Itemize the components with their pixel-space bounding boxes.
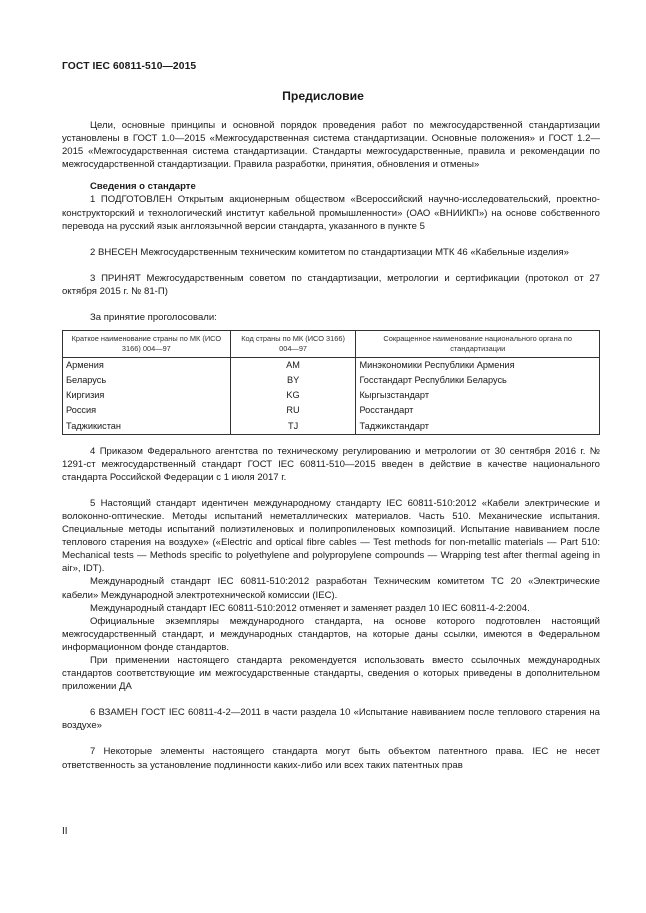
voting-table (62, 330, 600, 434)
table-row (63, 419, 600, 435)
item-1-paragraph: 1 ПОДГОТОВЛЕН Открытым акционерным обществом «Всероссийский научно-исследовательский, проектно-конструкторский и технологический институт кабельной промышленности» (ОАО «ВНИИКП») на основе собственного перевода на русский язык англоязычной версии стандарта, указанного в пункте 5 (62, 194, 600, 232)
code-cell: TJ (230, 419, 356, 435)
item-5-developer-paragraph: Международный стандарт IEC 60811-510:2012 разработан Техническим комитетом ТС 20 «Электрические кабели» Международной электротехнической комиссии (IEC). (62, 576, 600, 601)
table-row (63, 358, 600, 374)
column-header-country: Краткое наименование страны по МК (ИСО 3166) 004—97 (63, 331, 231, 358)
document-body (62, 119, 600, 772)
country-cell: Киргизия (63, 388, 231, 403)
column-header-code: Код страны по МК (ИСО 3166) 004—97 (230, 331, 356, 358)
code-cell: KG (230, 388, 356, 403)
table-row (63, 388, 600, 403)
page-title: Предисловие (282, 89, 364, 103)
section-subheading: Сведения о стандарте (90, 181, 196, 193)
table-row (63, 403, 600, 418)
country-cell: Россия (63, 403, 231, 418)
column-header-body: Сокращенное наименование национального органа по стандартизации (356, 331, 600, 358)
code-cell: BY (230, 373, 356, 388)
document-id-header: ГОСТ IEC 60811-510—2015 (62, 61, 197, 72)
item-2-paragraph: 2 ВНЕСЕН Межгосударственным техническим комитетом по стандартизации МТК 46 «Кабельные изделия» (90, 246, 569, 258)
intro-paragraph: Цели, основные принципы и основной порядок проведения работ по межгосударственной стандартизации установлены в ГОСТ 1.0—2015 «Межгосударственная система стандартизации. Основные положения» и ГОСТ 1.2—2015 «Межгосударственная система стандартизации. Стандарты межгосударственные, правила и рекомендации по межгосударственной стандартизации. Правила разработки, принятия, обновления и отмены» (62, 120, 600, 171)
body-cell: Госстандарт Республики Беларусь (356, 373, 600, 388)
item-5-paragraph: 5 Настоящий стандарт идентичен международному стандарту IEC 60811-510:2012 «Кабели электрические и волоконно-оптические. Методы испытаний неметаллических материалов. Часть 510. Механические испытания. Специальные методы испытаний полиэтиленовых и полипропиленовых композиций. Испытание навиванием после теплового старения на воздухе» («Electric and optical fibre cables — Test methods for non-metallic materials — Part 510: Mechanical tests — Methods specific to polyethylene and polypropylene compounds — Wrapping test after thermal ageing in air», IDT). (62, 497, 600, 575)
item-7-paragraph: 7 Некоторые элементы настоящего стандарта могут быть объектом патентного права. IEC не несет ответственность за установление подлинности каких-либо или всех таких патентных прав (62, 746, 600, 771)
code-cell: RU (230, 403, 356, 418)
table-header-row (63, 331, 600, 358)
item-5-usage-paragraph: При применении настоящего стандарта рекомендуется использовать вместо ссылочных международных стандартов соответствующие им межгосударственные стандарты, сведения о которых приведены в дополнительном приложении ДА (62, 655, 600, 693)
item-3-paragraph: 3 ПРИНЯТ Межгосударственным советом по стандартизации, метрологии и сертификации (протокол от 27 октября 2015 г. № 81-П) (62, 272, 600, 297)
table-row (63, 373, 600, 388)
body-cell: Росстандарт (356, 403, 600, 418)
country-cell: Беларусь (63, 373, 231, 388)
vote-label: За принятие проголосовали: (90, 312, 217, 324)
item-5-replaces-paragraph: Международный стандарт IEC 60811-510:2012 отменяет и заменяет раздел 10 IEC 60811-4-2:2004. (90, 602, 530, 614)
item-4-paragraph: 4 Приказом Федерального агентства по техническому регулированию и метрологии от 30 сентября 2016 г. № 1291-ст межгосударственный стандарт ГОСТ IEC 60811-510—2015 введен в действие в качестве национального стандарта Российской Федерации с 1 июля 2017 г. (62, 445, 600, 483)
country-cell: Армения (63, 358, 231, 374)
page-number: II (62, 826, 68, 837)
body-cell: Таджикстандарт (356, 419, 600, 435)
country-cell: Таджикистан (63, 419, 231, 435)
item-5-copies-paragraph: Официальные экземпляры международного стандарта, на основе которого подготовлен настоящий межгосударственный стандарт, и международных стандартов, на которые даны ссылки, имеются в Федеральном информационном фонде стандартов. (62, 615, 600, 653)
code-cell: AM (230, 358, 356, 374)
body-cell: Минэкономики Республики Армения (356, 358, 600, 374)
body-cell: Кыргызстандарт (356, 388, 600, 403)
item-6-paragraph: 6 ВЗАМЕН ГОСТ IEC 60811-4-2—2011 в части раздела 10 «Испытание навиванием после теплового старения на воздухе» (62, 707, 600, 732)
